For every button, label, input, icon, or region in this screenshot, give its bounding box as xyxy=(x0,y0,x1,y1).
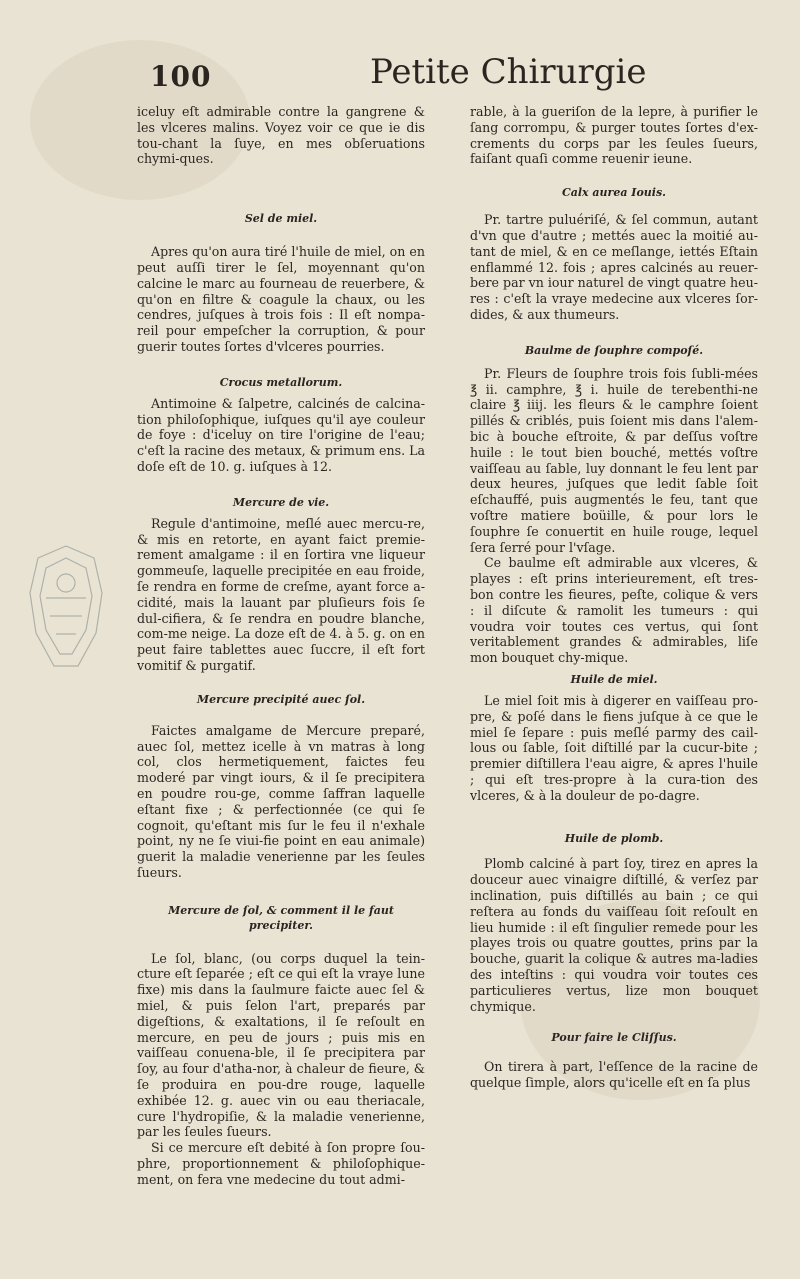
page-header xyxy=(150,52,647,112)
paragraph: Le ſol, blanc, (ou corps duquel la tein-cture eſt ſeparée ; eſt ce qui eſt la vraye lune fixe) mis dans la ſaulmure faicte auec ſel & miel, & puis ſelon l'art, preparés par digeſtions, & exaltations, il ſe reſoult en mercure, en peu de jours ; puis mis en vaiſſeau conuena-ble, il ſe precipitera par ſoy, au four d'atha-nor, à chaleur de fieure, & ſe produira en pou-dre rouge, laquelle exhibée 12. g. auec vin ou eau theriacale, cure l'hydropiſie, & la maladie venerienne, par les ſeules ſueurs. xyxy=(137,950,425,1140)
paragraph: Le miel ſoit mis à digerer en vaiſſeau pro-pre, & poſé dans le fiens juſque à ce que le miel ſe ſepare : puis meſlé parmy des cail-lous ou ſable, ſoit diſtillé par la cucur-bite ; premier diſtillera l'eau aigre, & apres l'huile ; qui eſt tres-propre à la cura-tion des vlceres, & à la douleur de po-dagre. xyxy=(470,692,758,803)
paragraph: Faictes amalgame de Mercure preparé, auec ſol, mettez icelle à vn matras à long col, clos hermetiquement, faictes feu moderé par vingt iours, & il ſe precipitera en poudre rou-ge, comme ſaffran laquelle eſtant fixe ; & perfectionnée (ce qui ſe cognoit, qu'eſtant mis ſur le feu il n'exhale point, ny ne ſe viui-fie point en eau animale) guerit la maladie venerienne par les ſeules ſueurs. xyxy=(137,722,425,880)
paragraph: iceluy eſt admirable contre la gangrene & les vlceres malins. Voyez voir ce que ie dis tou-chant la ſuye, en mes obſeruations chymi-ques. xyxy=(137,104,425,167)
page-number: 100 xyxy=(150,60,212,93)
paragraph: Apres qu'on aura tiré l'huile de miel, on en peut auſſi tirer le ſel, moyennant qu'on calcine le marc au fourneau de reuerbere, & qu'on en filtre & coagule la chaux, ou les cendres, juſques à trois fois : Il eſt nompa-reil pour empeſcher la corruption, & pour guerir toutes ſortes d'vlceres pourries. xyxy=(137,244,425,354)
paragraph: Plomb calciné à part ſoy, tirez en apres la douceur auec vinaigre diſtillé, & verſez par inclination, puis diſtillés au bain ; ce qui reſtera au fonds du vaiſſeau ſoit reſoult en lieu humide : il eſt ſingulier remede pour les playes trois ou quatre gouttes, prins par la bouche, guarit la colique & autres ma-ladies des inteſtins : qui voudra voir toutes ces particulieres vertus, lize mon bouquet chymique. xyxy=(470,856,758,1014)
section-heading: Mercure de vie. xyxy=(232,495,330,509)
paragraph: rable, à la gueriſon de la lepre, à purifier le ſang corrompu, & purger toutes ſortes d'ex-crements du corps par les ſeules ſueurs, faiſant quaſi comme reuenir ieune. xyxy=(470,104,758,167)
section-heading: Baulme de ſouphre compoſé. xyxy=(524,343,704,357)
section-heading: Pour faire le Cliſſus. xyxy=(551,1031,677,1045)
section-heading: Mercure precipité auec ſol. xyxy=(196,692,366,706)
paragraph: Antimoine & ſalpetre, calcinés de calcina-tion philoſophique, iuſques qu'il aye couleur de foye : d'iceluy on tire l'origine de l'eau; c'eſt la racine des metaux, & primum ens. La doſe eſt de 10. g. iuſques à 12. xyxy=(137,395,425,474)
library-stamp-icon xyxy=(16,538,116,678)
left-column xyxy=(137,104,425,1188)
section-heading: Crocus metallorum. xyxy=(219,375,343,389)
paragraph: Pr. Fleurs de ſouphre trois fois ſubli-mées ℥ ii. camphre, ℥ i. huile de terebenthi-ne claire ℥ iiij. les fleurs & le camphre ſoient pillés & criblés, puis ſoient mis dans l'alem-bic à bouche eſtroite, & par deſſus voſtre huile : le tout bien bouché, mettés voſtre vaiſſeau au ſable, luy donnant le feu lent par deux heures, juſques que ledit ſable ſoit eſchauffé, puis augmentés le feu, tant que voſtre matiere boüille, & pour lors le ſouphre ſe conuertit en huile rouge, lequel ſera ſerré pour l'vſage. xyxy=(470,365,758,555)
right-column xyxy=(470,104,758,1091)
section-heading: Sel de miel. xyxy=(244,212,318,226)
paragraph: Si ce mercure eſt debité à ſon propre ſou-phre, proportionnement & philoſophique-ment, on fera vne medecine du tout admi- xyxy=(137,1140,425,1187)
section-heading: Calx aurea Iouis. xyxy=(561,186,666,200)
running-title: Petite Chirurgie xyxy=(370,52,647,92)
paragraph: Pr. tartre puluériſé, & ſel commun, autant d'vn que d'autre ; mettés auec la moitié au-tant de miel, & en ce meſlange, iettés Eſtain enflammé 12. fois ; apres calcinés au reuer-bere par vn iour naturel de vingt quatre heu-res : c'eſt la vraye medecine aux vlceres ſor-dides, & aux thumeurs. xyxy=(470,212,758,322)
paragraph: On tirera à part, l'eſſence de la racine de quelque ſimple, alors qu'icelle eſt en ſa plus xyxy=(470,1059,758,1091)
paragraph: Ce baulme eſt admirable aux vlceres, & playes : eſt prins interieurement, eſt tres-bon contre les fieures, peſte, colique & vers : il diſcute & ramolit les tumeurs : qui voudra voir toutes ces vertus, qui ſont veritablement grandes & admirables, liſe mon bouquet chy-mique. xyxy=(470,555,758,666)
paragraph: Regule d'antimoine, meſlé auec mercu-re, & mis en retorte, en ayant faict premie-rement amalgame : il en ſortira vne liqueur gommeuſe, laquelle precipitée en eau froide, ſe rendra en forme de creſme, ayant force a-cidité, mais la lauant par pluſieurs fois ſe dul-cifiera, & ſe rendra en poudre blanche, com-me neige. La doze eſt de 4. à 5. g. on en peut faire tablettes auec ſuccre, il eſt fort vomitif & purgatif. xyxy=(137,515,425,673)
section-heading: Huile de plomb. xyxy=(564,832,664,846)
section-heading: Mercure de ſol, & comment il le faut precipiter. xyxy=(168,903,394,932)
section-heading: Huile de miel. xyxy=(570,672,658,686)
